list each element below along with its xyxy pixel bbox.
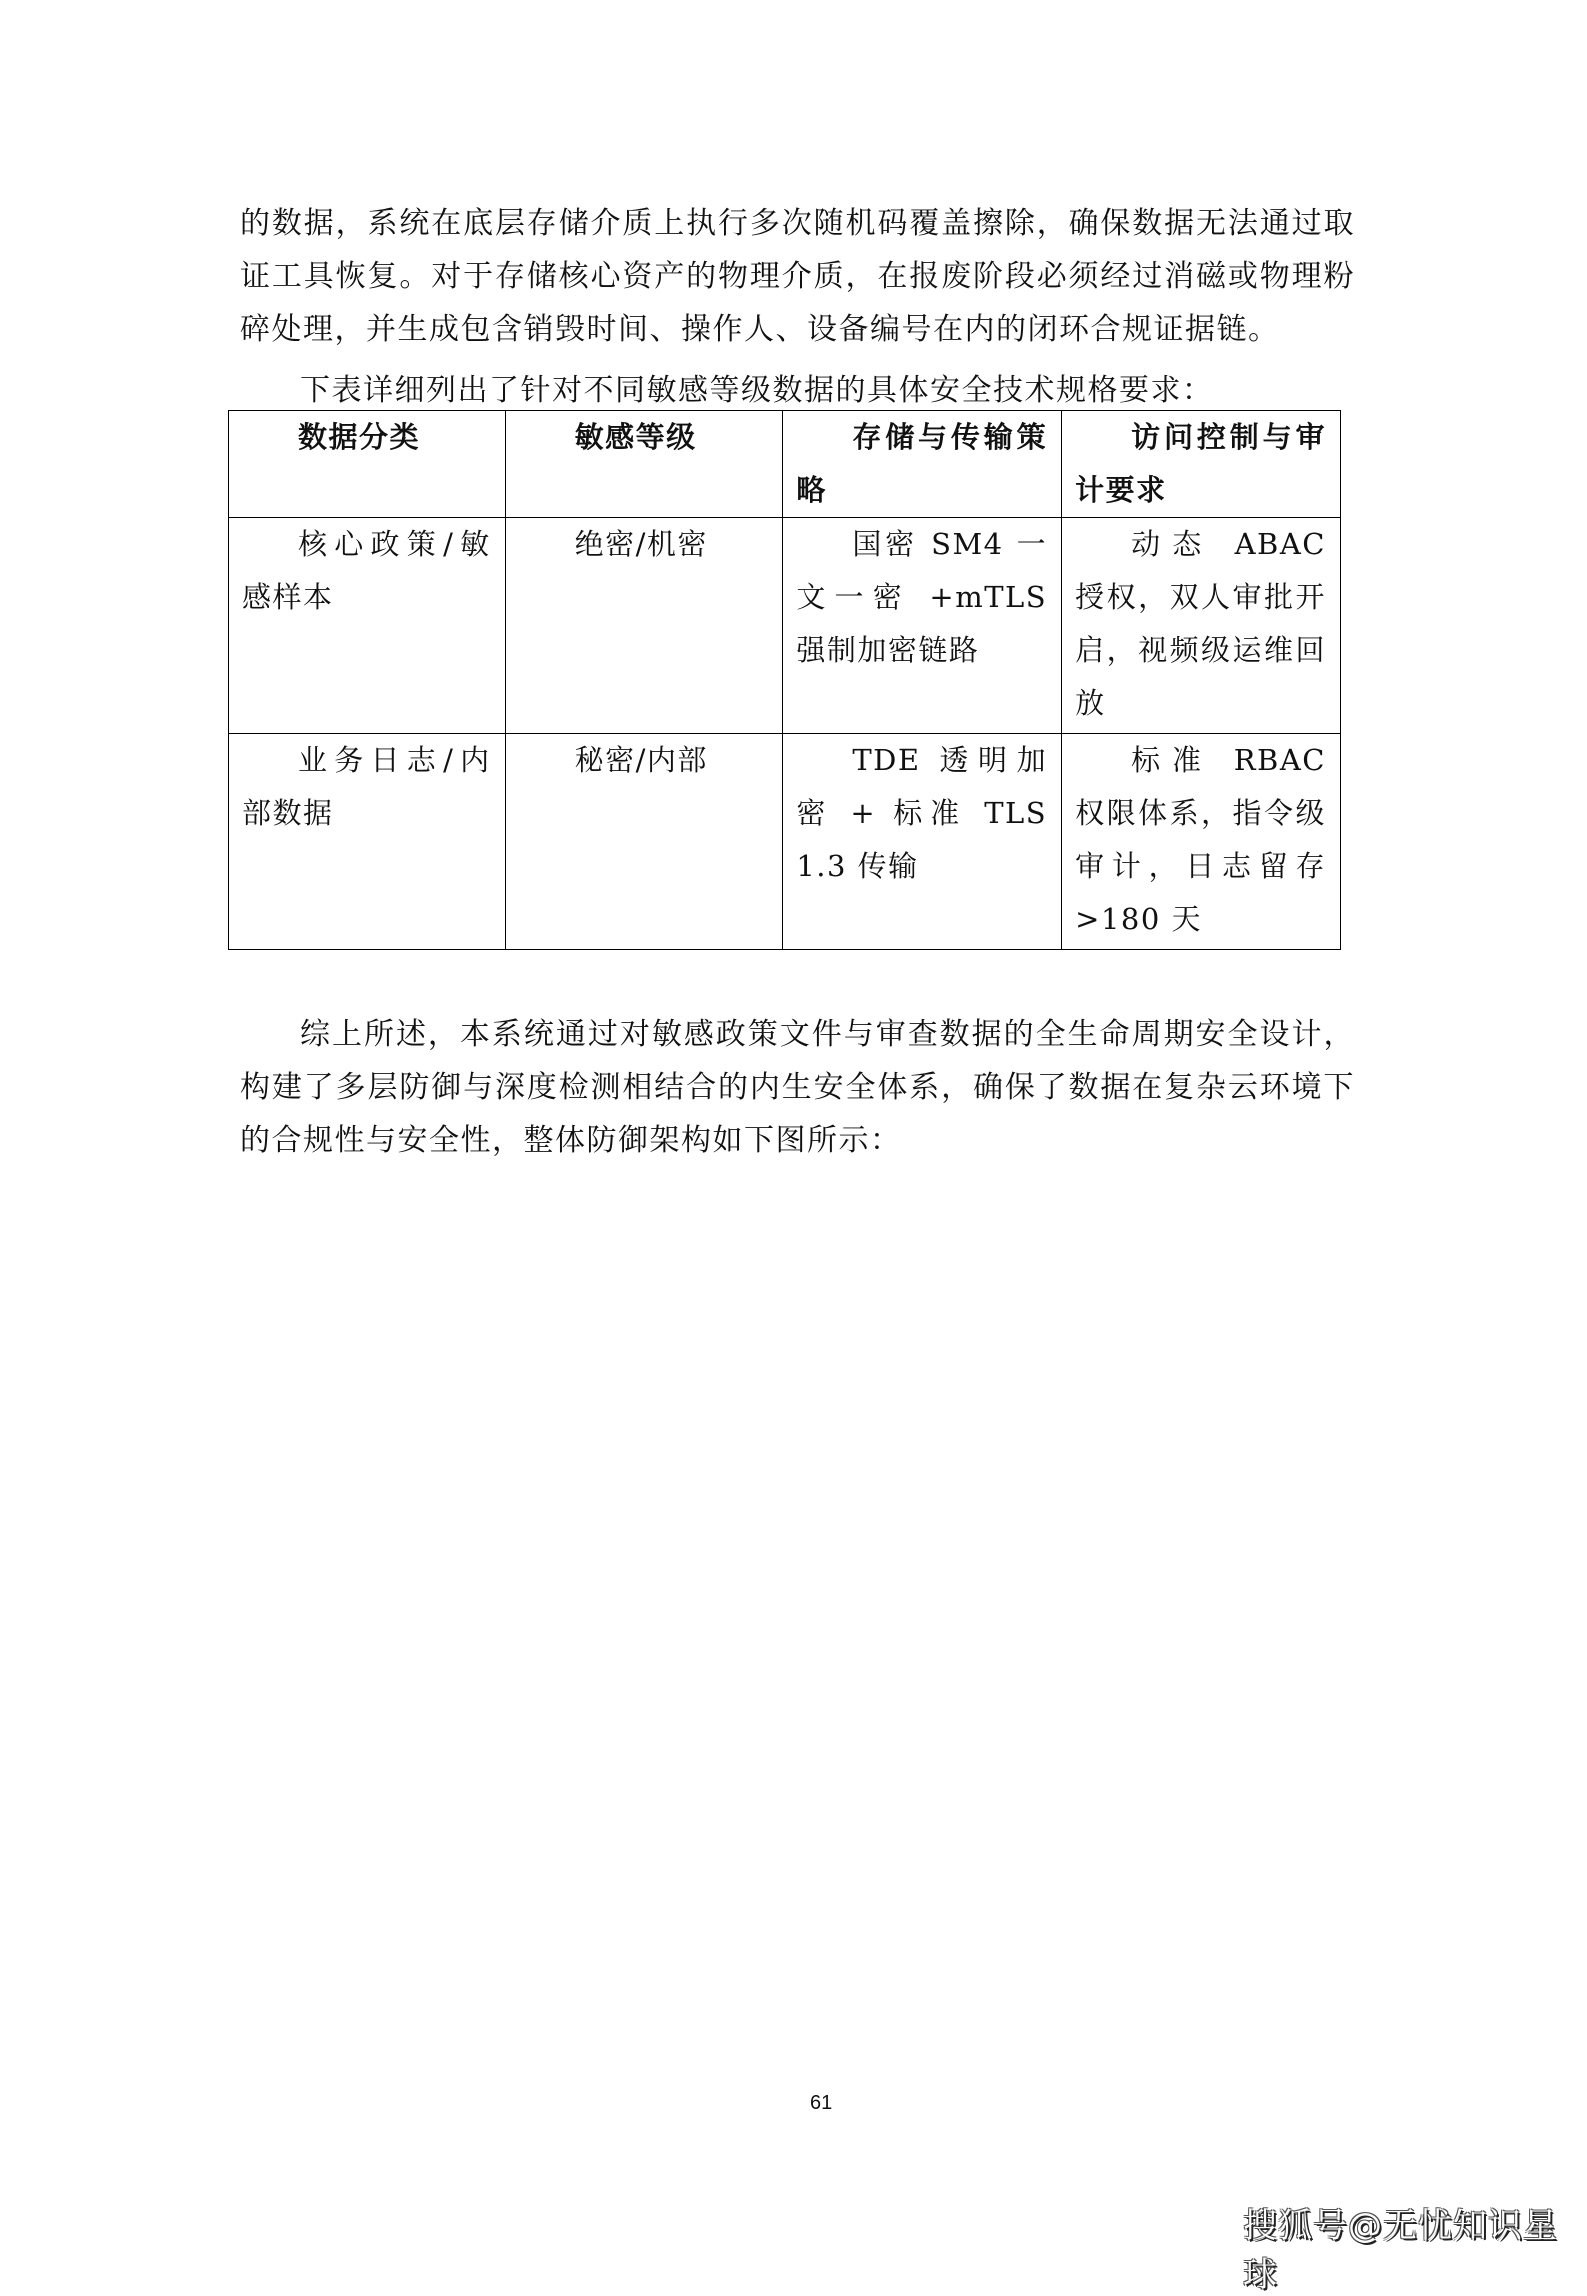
header-sensitivity-level	[505, 411, 783, 518]
cell-text: TDE 透明加密 + 标准 TLS 1.3 传输	[796, 743, 1048, 883]
table-cell	[229, 734, 506, 950]
cell-text: 绝密/机密	[574, 527, 708, 561]
cell-text: 标准 RBAC 权限体系，指令级审计，日志留存 >180 天	[1075, 743, 1326, 936]
cell-text: 核心政策/敏感样本	[242, 527, 491, 614]
table-cell	[1062, 734, 1341, 950]
cell-text: 动态 ABAC 授权，双人审批开启，视频级运维回放	[1075, 527, 1326, 720]
table-cell	[505, 518, 783, 734]
cell-text: 秘密/内部	[574, 743, 708, 777]
table-cell	[783, 518, 1062, 734]
conclusion-paragraph: 综上所述，本系统通过对敏感政策文件与审查数据的全生命周期安全设计，构建了多层防御与深度检测相结合的内生安全体系，确保了数据在复杂云环境下的合规性与安全性，整体防御架构如下图所示：	[240, 1017, 1355, 1158]
body-paragraph-continuation: 的数据，系统在底层存储介质上执行多次随机码覆盖擦除，确保数据无法通过取证工具恢复。对于存储核心资产的物理介质，在报废阶段必须经过消磁或物理粉碎处理，并生成包含销毁时间、操作人、设备编号在内的闭环合规证据链。	[240, 206, 1355, 347]
header-label: 数据分类	[298, 420, 421, 454]
page-number: 61	[810, 2092, 833, 2114]
cell-text: 国密 SM4 一文一密 +mTLS 强制加密链路	[796, 527, 1048, 667]
table-cell	[229, 518, 506, 734]
header-label: 敏感等级	[574, 420, 697, 454]
table-cell	[1062, 518, 1341, 734]
header-storage-transport-policy	[783, 411, 1062, 518]
table-cell	[783, 734, 1062, 950]
cell-text: 业务日志/内部数据	[242, 743, 491, 830]
security-spec-table	[228, 410, 1341, 950]
header-label: 访问控制与审计要求	[1075, 420, 1326, 507]
table-header-row	[229, 411, 1341, 518]
watermark: 搜狐号@无忧知识星球	[1243, 2206, 1558, 2295]
table-row	[229, 734, 1341, 950]
table-cell	[505, 734, 783, 950]
table-row	[229, 518, 1341, 734]
header-access-audit	[1062, 411, 1341, 518]
header-data-category	[229, 411, 506, 518]
header-label: 存储与传输策略	[796, 420, 1048, 507]
table-intro-paragraph: 下表详细列出了针对不同敏感等级数据的具体安全技术规格要求：	[300, 373, 1214, 408]
